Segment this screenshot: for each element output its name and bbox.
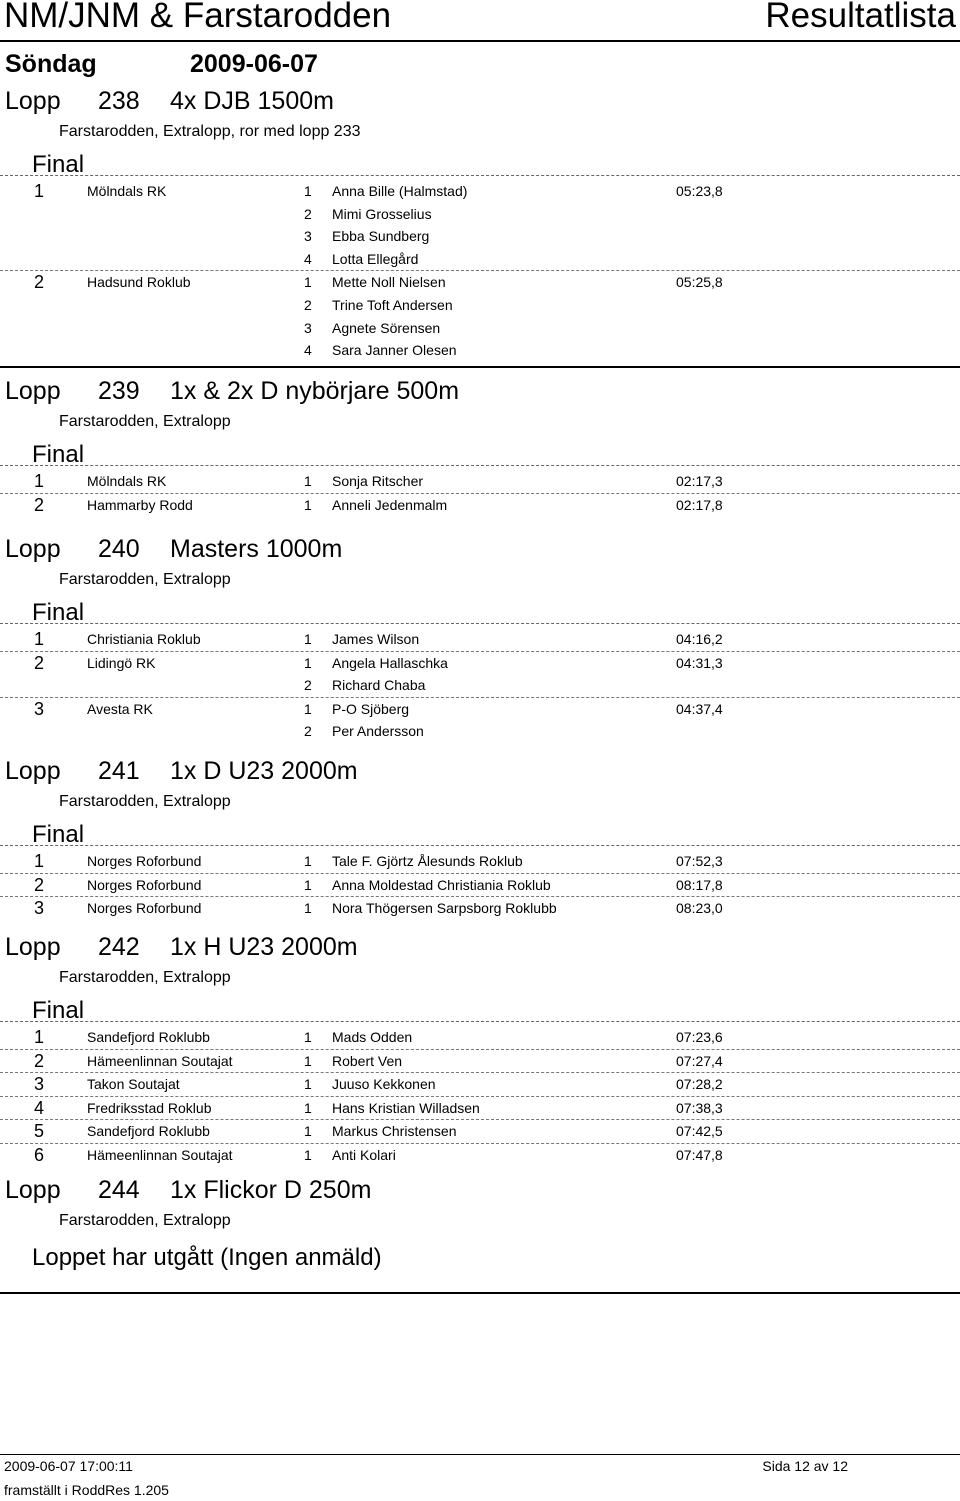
race-section [0, 1176, 960, 1294]
result-row [0, 203, 960, 226]
club-name: Takon Soutajat [87, 1076, 180, 1093]
race-note: Loppet har utgått (Ingen anmäld) [32, 1244, 382, 1271]
result-entry [0, 698, 960, 743]
place: 4 [34, 1097, 45, 1118]
result-entry [0, 1026, 960, 1050]
footer-timestamp: 2009-06-07 17:00:11 [4, 1458, 133, 1474]
place: 2 [34, 494, 45, 515]
race-subtitle: Farstarodden, Extralopp [59, 1212, 231, 1229]
result-entry [0, 494, 960, 517]
date-label: 2009-06-07 [190, 50, 318, 78]
result-row [0, 248, 960, 271]
result-entry [0, 1050, 960, 1074]
seat-number: 1 [304, 1076, 312, 1093]
rower-name: Anneli Jedenmalm [332, 496, 448, 513]
rower-name: Juuso Kekkonen [332, 1076, 436, 1093]
rower-name: Angela Hallaschka [332, 654, 448, 671]
seat-number: 1 [304, 183, 312, 199]
place: 6 [34, 1144, 45, 1165]
race-title [0, 933, 960, 967]
race-subtitle: Farstarodden, Extralopp [59, 413, 231, 430]
result-entry [0, 180, 960, 271]
rower-name: Mette Noll Nielsen [332, 274, 446, 291]
seat-number: 1 [304, 700, 312, 717]
result-row [0, 271, 960, 294]
race-subtitle: Farstarodden, Extralopp, ror med lopp 233 [59, 123, 361, 140]
document-type: Resultatlista [765, 0, 956, 35]
finish-time: 02:17,3 [676, 473, 723, 489]
result-entry [0, 1144, 960, 1167]
result-entry [0, 470, 960, 494]
place: 2 [34, 652, 45, 673]
place: 1 [34, 629, 45, 649]
footer-page-number: Sida 12 av 12 [762, 1458, 848, 1474]
result-row [0, 1097, 960, 1120]
seat-number: 1 [304, 274, 312, 291]
seat-number: 1 [304, 1123, 312, 1140]
result-entry [0, 271, 960, 361]
finish-time: 07:27,4 [676, 1052, 723, 1069]
place: 3 [34, 1074, 45, 1095]
place: 5 [34, 1121, 45, 1142]
result-entry [0, 897, 960, 920]
rower-name: Anna Moldestad Christiania Roklub [332, 876, 551, 893]
heat-label: Final [0, 595, 960, 624]
race-title [0, 757, 960, 791]
finish-time: 05:25,8 [676, 274, 723, 291]
result-row [0, 720, 960, 743]
place: 1 [34, 1027, 45, 1047]
race-number: 240 [98, 535, 140, 563]
finish-time: 07:28,2 [676, 1076, 723, 1093]
finish-time: 07:47,8 [676, 1146, 723, 1163]
result-row [0, 317, 960, 340]
club-name: Christiania Roklub [87, 631, 201, 647]
race-word: Lopp [5, 535, 61, 563]
result-row [0, 897, 960, 920]
race-section [0, 377, 960, 516]
race-section [0, 535, 960, 743]
footer-generator: framställt i RoddRes 1.205 [4, 1482, 169, 1498]
place: 2 [34, 1050, 45, 1071]
place: 1 [34, 181, 45, 201]
place: 3 [34, 698, 45, 719]
rower-name: Per Andersson [332, 723, 424, 740]
finish-time: 07:52,3 [676, 853, 723, 869]
result-row [0, 294, 960, 317]
result-row [0, 470, 960, 493]
race-section [0, 757, 960, 920]
result-row [0, 1050, 960, 1073]
heat-label: Final [0, 817, 960, 846]
rower-name: Tale F. Gjörtz Ålesunds Roklub [332, 853, 523, 869]
seat-number: 1 [304, 473, 312, 489]
seat-number: 1 [304, 876, 312, 893]
race-number: 238 [98, 87, 140, 115]
result-entry [0, 1120, 960, 1144]
result-row [0, 1073, 960, 1096]
result-row [0, 225, 960, 248]
race-word: Lopp [5, 377, 61, 405]
finish-time: 05:23,8 [676, 183, 723, 199]
result-row [0, 180, 960, 203]
race-title [0, 1176, 960, 1210]
rower-name: Mads Odden [332, 1029, 413, 1045]
rower-name: Richard Chaba [332, 677, 426, 694]
race-title [0, 87, 960, 121]
result-entry [0, 874, 960, 898]
result-row [0, 1120, 960, 1143]
place: 3 [34, 898, 45, 919]
race-number: 242 [98, 933, 140, 961]
club-name: Mölndals RK [87, 473, 167, 489]
seat-number: 1 [304, 1099, 312, 1116]
result-row [0, 628, 960, 651]
race-description: 4x DJB 1500m [170, 87, 334, 115]
race-number: 244 [98, 1176, 140, 1204]
race-description: Masters 1000m [170, 535, 343, 563]
result-entry [0, 850, 960, 874]
seat-number: 1 [304, 496, 312, 513]
finish-time: 07:42,5 [676, 1123, 723, 1140]
finish-time: 02:17,8 [676, 496, 723, 513]
result-row [0, 652, 960, 675]
seat-number: 4 [304, 250, 312, 267]
seat-number: 2 [304, 677, 312, 694]
rower-name: Mimi Grosselius [332, 205, 432, 222]
finish-time: 07:23,6 [676, 1029, 723, 1045]
rower-name: Anti Kolari [332, 1146, 396, 1163]
finish-time: 04:31,3 [676, 654, 723, 671]
seat-number: 2 [304, 296, 312, 313]
seat-number: 1 [304, 900, 312, 917]
document-title: NM/JNM & Farstarodden [4, 0, 392, 35]
result-entry [0, 628, 960, 652]
club-name: Hammarby Rodd [87, 496, 193, 513]
club-name: Norges Roforbund [87, 853, 202, 869]
club-name: Norges Roforbund [87, 876, 202, 893]
race-subtitle: Farstarodden, Extralopp [59, 571, 231, 588]
seat-number: 2 [304, 205, 312, 222]
race-number: 239 [98, 377, 140, 405]
seat-number: 1 [304, 631, 312, 647]
result-row [0, 1026, 960, 1049]
race-word: Lopp [5, 757, 61, 785]
race-description: 1x Flickor D 250m [170, 1176, 372, 1204]
seat-number: 3 [304, 228, 312, 245]
result-row [0, 1144, 960, 1167]
heat-label: Final [0, 147, 960, 176]
rower-name: Lotta Ellegård [332, 250, 419, 267]
club-name: Sandefjord Roklubb [87, 1029, 210, 1045]
club-name: Mölndals RK [87, 183, 167, 199]
race-word: Lopp [5, 1176, 61, 1204]
seat-number: 1 [304, 1146, 312, 1163]
rower-name: Sara Janner Olesen [332, 342, 457, 359]
rower-name: Anna Bille (Halmstad) [332, 183, 468, 199]
race-subtitle: Farstarodden, Extralopp [59, 793, 231, 810]
race-title [0, 377, 960, 411]
rower-name: Agnete Sörensen [332, 319, 441, 336]
race-number: 241 [98, 757, 140, 785]
finish-time: 07:38,3 [676, 1099, 723, 1116]
rower-name: Markus Christensen [332, 1123, 457, 1140]
place: 1 [34, 851, 45, 871]
place: 2 [34, 874, 45, 895]
result-row [0, 339, 960, 362]
race-description: 1x H U23 2000m [170, 933, 358, 961]
seat-number: 1 [304, 853, 312, 869]
club-name: Sandefjord Roklubb [87, 1123, 210, 1140]
result-entry [0, 1097, 960, 1121]
rower-name: Trine Toft Andersen [332, 296, 453, 313]
finish-time: 04:37,4 [676, 700, 723, 717]
club-name: Hämeenlinnan Soutajat [87, 1052, 233, 1069]
result-row [0, 494, 960, 517]
seat-number: 3 [304, 319, 312, 336]
race-section [0, 87, 960, 368]
club-name: Fredriksstad Roklub [87, 1099, 212, 1116]
day-label: Söndag [5, 50, 97, 78]
result-entry [0, 1073, 960, 1097]
result-entry [0, 652, 960, 698]
club-name: Lidingö RK [87, 654, 156, 671]
club-name: Avesta RK [87, 700, 153, 717]
place: 1 [34, 471, 45, 491]
page-header [0, 0, 960, 42]
seat-number: 2 [304, 723, 312, 740]
rower-name: P-O Sjöberg [332, 700, 410, 717]
page-footer [0, 1454, 960, 1498]
heat-label: Final [0, 993, 960, 1022]
rower-name: Robert Ven [332, 1052, 403, 1069]
rower-name: Nora Thögersen Sarpsborg Roklubb [332, 900, 557, 917]
place: 2 [34, 272, 45, 293]
finish-time: 08:17,8 [676, 876, 723, 893]
race-subtitle: Farstarodden, Extralopp [59, 969, 231, 986]
rower-name: Hans Kristian Willadsen [332, 1099, 480, 1116]
result-row [0, 850, 960, 873]
rower-name: James Wilson [332, 631, 420, 647]
finish-time: 08:23,0 [676, 900, 723, 917]
seat-number: 1 [304, 654, 312, 671]
rower-name: Ebba Sundberg [332, 228, 430, 245]
seat-number: 1 [304, 1029, 312, 1045]
rower-name: Sonja Ritscher [332, 473, 424, 489]
race-section [0, 933, 960, 1167]
race-description: 1x & 2x D nybörjare 500m [170, 377, 460, 405]
club-name: Norges Roforbund [87, 900, 202, 917]
result-row [0, 874, 960, 897]
seat-number: 4 [304, 342, 312, 359]
result-row [0, 674, 960, 697]
heat-label: Final [0, 437, 960, 466]
club-name: Hämeenlinnan Soutajat [87, 1146, 233, 1163]
finish-time: 04:16,2 [676, 631, 723, 647]
race-word: Lopp [5, 87, 61, 115]
seat-number: 1 [304, 1052, 312, 1069]
race-description: 1x D U23 2000m [170, 757, 358, 785]
club-name: Hadsund Roklub [87, 274, 191, 291]
race-title [0, 535, 960, 569]
race-word: Lopp [5, 933, 61, 961]
result-row [0, 698, 960, 721]
